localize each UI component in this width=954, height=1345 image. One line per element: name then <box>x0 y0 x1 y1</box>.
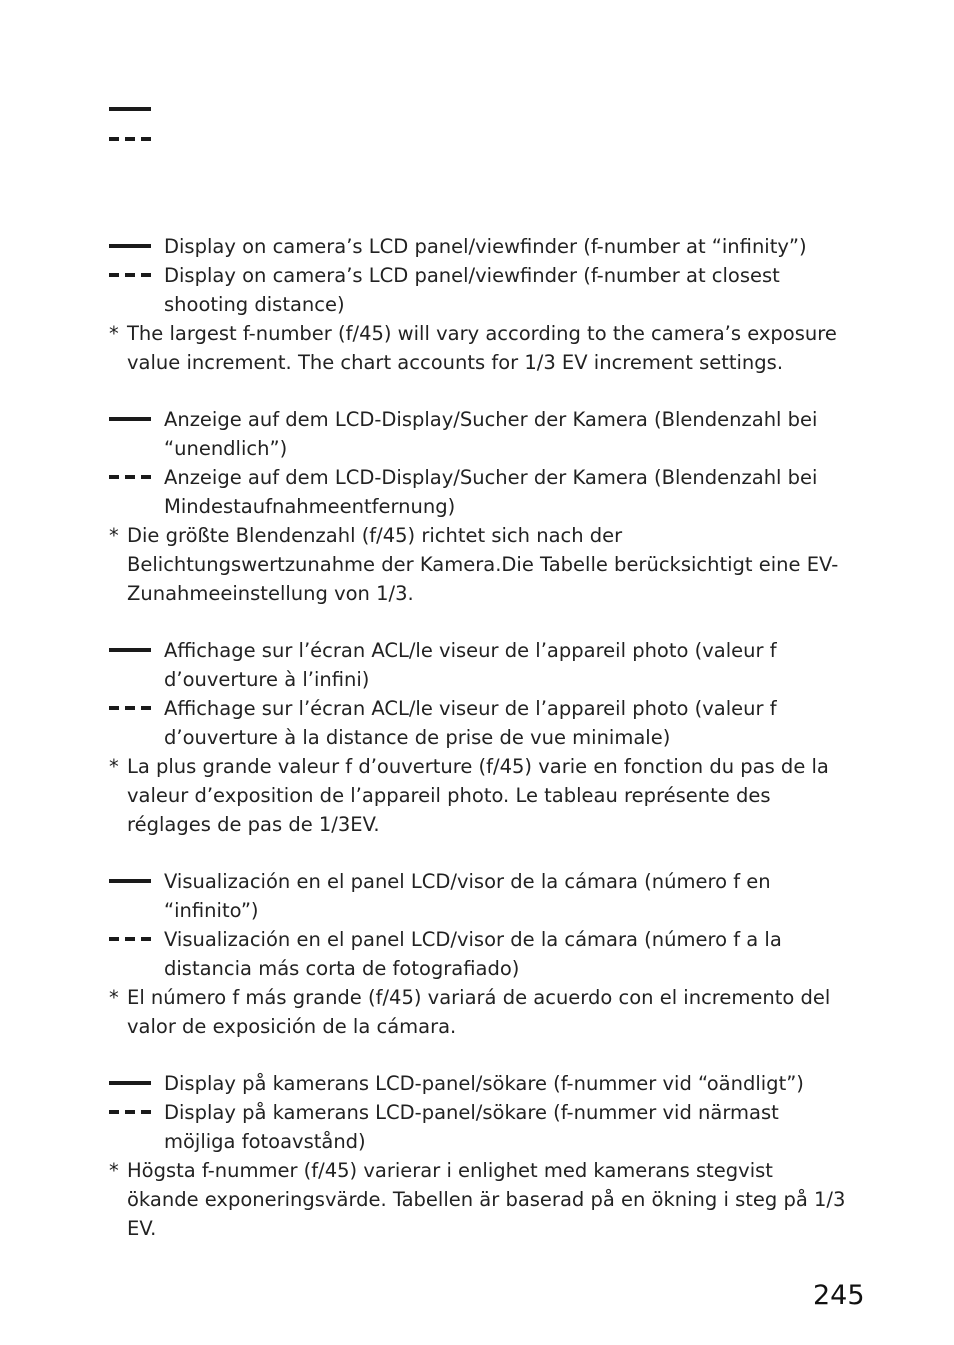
dashed-line-entry <box>109 1098 849 1156</box>
dashed-line-icon <box>109 706 151 710</box>
section-swedish <box>109 1069 849 1243</box>
solid-line-icon <box>109 1081 151 1085</box>
footnote <box>109 752 849 839</box>
footnote <box>109 1156 849 1243</box>
solid-line-description: Anzeige auf dem LCD-Display/Sucher der Kamera (Blendenzahl bei “unendlich”) <box>164 408 818 460</box>
asterisk-marker: * <box>109 524 119 547</box>
solid-line-icon <box>109 417 151 421</box>
footnote <box>109 521 849 608</box>
dashed-line-description: Display on camera’s LCD panel/viewfinder (f-number at closest shooting distance) <box>164 264 780 316</box>
dashed-line-icon <box>109 937 151 941</box>
solid-line-description: Affichage sur l’écran ACL/le viseur de l’appareil photo (valeur f d’ouverture à l’infini) <box>164 639 777 691</box>
solid-line-entry <box>109 867 849 925</box>
footnote <box>109 319 849 377</box>
solid-line-icon <box>109 879 151 883</box>
section-german <box>109 405 849 608</box>
solid-line-description: Display på kamerans LCD-panel/sökare (f-nummer vid “oändligt”) <box>164 1072 804 1095</box>
dashed-line-description: Affichage sur l’écran ACL/le viseur de l’appareil photo (valeur f d’ouverture à la distance de prise de vue minimale) <box>164 697 777 749</box>
footnote-text: Die größte Blendenzahl (f/45) richtet sich nach der Belichtungswertzunahme der Kamera.Die Tabelle berücksichtigt eine EV-Zunahmeeinstellung von 1/3. <box>127 524 839 605</box>
asterisk-marker: * <box>109 986 119 1009</box>
dashed-line-entry <box>109 261 849 319</box>
footnote-text: The largest f-number (f/45) will vary according to the camera’s exposure value increment. The chart accounts for 1/3 EV increment settings. <box>127 322 837 374</box>
section-spanish <box>109 867 849 1041</box>
solid-line-entry <box>109 405 849 463</box>
solid-line-description: Display on camera’s LCD panel/viewfinder (f-number at “infinity”) <box>164 235 807 258</box>
legend-key <box>109 107 151 141</box>
dashed-line-icon <box>109 273 151 277</box>
dashed-line-description: Anzeige auf dem LCD-Display/Sucher der Kamera (Blendenzahl bei Mindestaufnahmeentfernung) <box>164 466 818 518</box>
dashed-line-description: Display på kamerans LCD-panel/sökare (f-nummer vid närmast möjliga fotoavstånd) <box>164 1101 779 1153</box>
asterisk-marker: * <box>109 322 119 345</box>
footnote <box>109 983 849 1041</box>
dashed-line-icon <box>109 1110 151 1114</box>
section-french <box>109 636 849 839</box>
dashed-line-description: Visualización en el panel LCD/visor de la cámara (número f a la distancia más corta de fotografiado) <box>164 928 782 980</box>
solid-line-icon <box>109 648 151 652</box>
page-number: 245 <box>813 1280 865 1311</box>
solid-line-icon <box>109 107 151 111</box>
asterisk-marker: * <box>109 755 119 778</box>
section-english <box>109 232 849 377</box>
dashed-line-entry <box>109 694 849 752</box>
solid-line-description: Visualización en el panel LCD/visor de la cámara (número f en “infinito”) <box>164 870 771 922</box>
dashed-line-entry <box>109 925 849 983</box>
solid-line-entry <box>109 636 849 694</box>
solid-line-entry <box>109 232 849 261</box>
footnote-text: La plus grande valeur f d’ouverture (f/45) varie en fonction du pas de la valeur d’exposition de l’appareil photo. Le tableau représente des réglages de pas de 1/3EV. <box>127 755 829 836</box>
asterisk-marker: * <box>109 1159 119 1182</box>
dashed-line-icon <box>109 475 151 479</box>
dashed-line-entry <box>109 463 849 521</box>
solid-line-icon <box>109 244 151 248</box>
solid-line-entry <box>109 1069 849 1098</box>
dashed-line-icon <box>109 137 151 141</box>
footnote-text: El número f más grande (f/45) variará de acuerdo con el incremento del valor de exposición de la cámara. <box>127 986 831 1038</box>
footnote-text: Högsta f-nummer (f/45) varierar i enlighet med kamerans stegvist ökande exponeringsvärde. Tabellen är baserad på en ökning i steg på 1/3 EV. <box>127 1159 846 1240</box>
